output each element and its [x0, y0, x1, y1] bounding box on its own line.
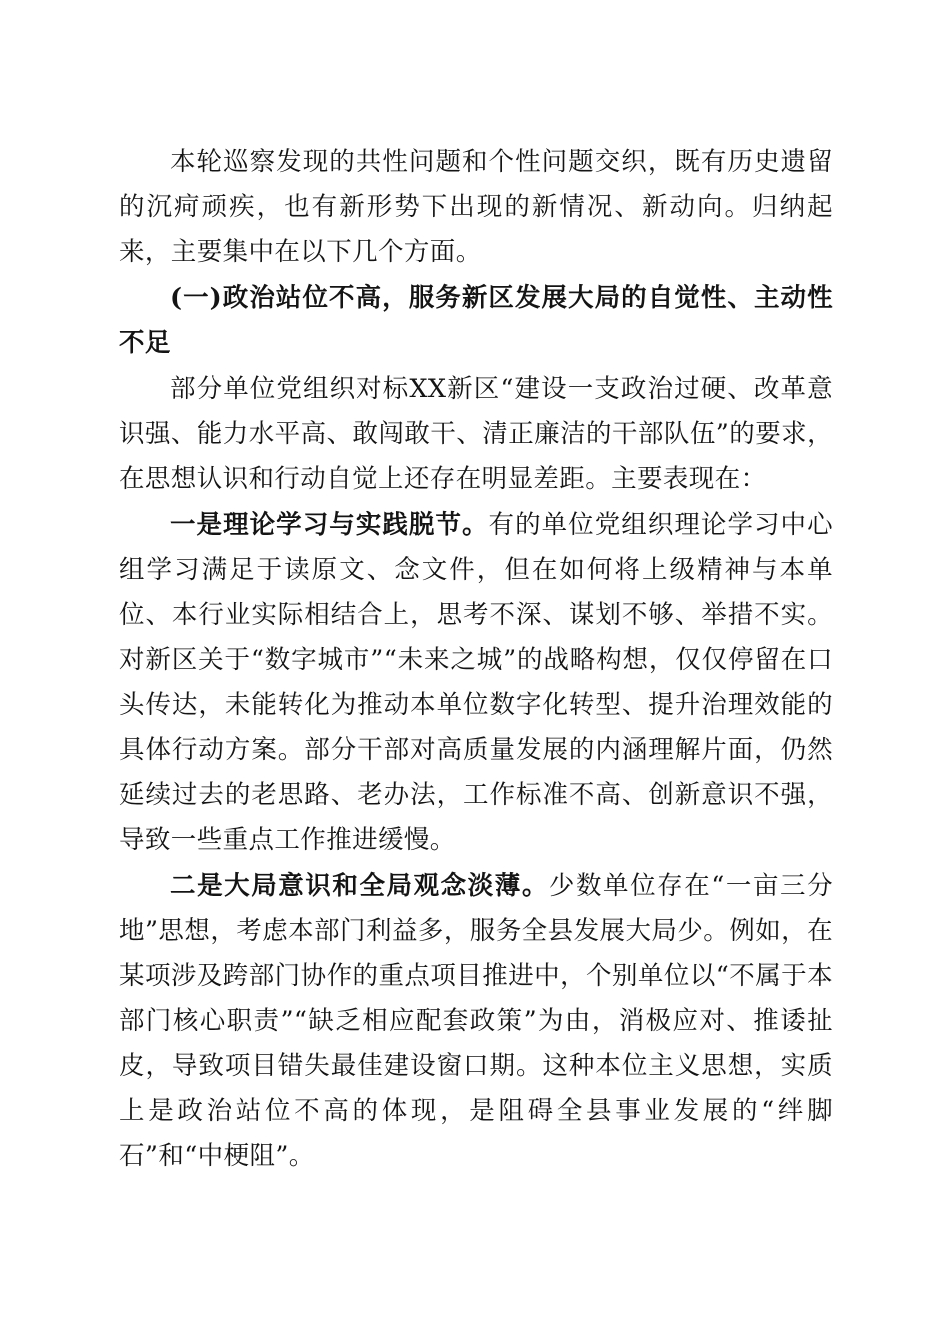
point-two-paragraph — [119, 864, 833, 1179]
point-one-paragraph — [119, 503, 833, 863]
point-one-lead: 一是理论学习与实践脱节。 — [170, 510, 489, 540]
document-body — [119, 140, 833, 1180]
point-two-body: 少数单位存在“一亩三分地”思想，考虑本部门利益多，服务全县发展大局少。例如，在某项涉及跨部门协作的重点项目推进中，个别单位以“不属于本部门核心职责”“缺乏相应配套政策”为由，消极应对、推诿扯皮，导致项目错失最佳建设窗口期。这种本位主义思想，实质上是政治站位不高的体现，是阻碍全县事业发展的“绊脚石”和“中梗阻”。 — [119, 871, 834, 1171]
intro-paragraph: 本轮巡察发现的共性问题和个性问题交织，既有历史遗留的沉疴顽疾，也有新形势下出现的新情况、新动向。归纳起来，主要集中在以下几个方面。 — [119, 147, 833, 267]
point-two-lead: 二是大局意识和全局观念淡薄。 — [170, 871, 549, 901]
section-heading: (一)政治站位不高，服务新区发展大局的自觉性、主动性不足 — [119, 283, 833, 358]
section-intro-paragraph: 部分单位党组织对标XX新区“建设一支政治过硬、改革意识强、能力水平高、敢闯敢干、清正廉洁的干部队伍”的要求，在思想认识和行动自觉上还存在明显差距。主要表现在： — [119, 374, 833, 494]
point-one-body: 有的单位党组织理论学习中心组学习满足于读原文、念文件，但在如何将上级精神与本单位、本行业实际相结合上，思考不深、谋划不够、举措不实。对新区关于“数字城市”“未来之城”的战略构想，仅仅停留在口头传达，未能转化为推动本单位数字化转型、提升治理效能的具体行动方案。部分干部对高质量发展的内涵理解片面，仍然延续过去的老思路、老办法，工作标准不高、创新意识不强，导致一些重点工作推进缓慢。 — [119, 510, 833, 855]
